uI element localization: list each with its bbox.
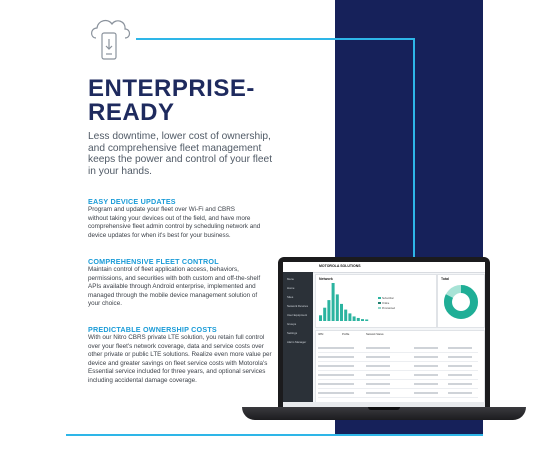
intro-line: and comprehensive fleet management [88,142,262,154]
section-title-easy-device-updates: EASY DEVICE UPDATES [88,197,176,206]
sidebar-item[interactable]: Home [287,286,295,290]
table-cell [366,347,390,349]
table-cell [414,347,438,349]
network-bar-chart [319,283,371,323]
table-cell [366,383,390,385]
body-line: managed through the mobile device management solution of [88,291,258,299]
intro-line: Less downtime, lower cost of ownership, [88,131,271,142]
body-line: other private or public LTE solutions. Realize even more value per [88,351,272,359]
table-cell [448,347,472,349]
bar [323,308,326,321]
table-cell [448,356,472,358]
body-line: Maintain control of fleet application access, behaviors, [88,266,239,273]
network-card-title: Network [319,277,333,281]
table-cell [448,365,472,367]
table-cell [448,392,472,394]
table-cell [318,392,354,394]
legend-item: Provisioned [378,307,395,310]
phone-download-icon [102,33,116,59]
body-line: your choice. [88,300,122,308]
intro-paragraph [88,131,288,177]
headline-line-2: READY [88,99,175,126]
laptop-lid [278,257,490,409]
sidebar-item[interactable]: User Equipment [287,313,308,317]
brand-logo: MOTOROLA SOLUTIONS [319,264,361,268]
bar [340,304,343,321]
sidebar-item[interactable]: Network Devices [287,304,308,308]
table-cell [414,383,438,385]
body-line: over your fleet's network coverage, data and service costs over [88,342,264,350]
bar [336,294,339,321]
intro-line: in your hands. [88,165,152,177]
table-cell [448,383,472,385]
table-cell [318,365,354,367]
total-card [437,274,485,328]
intro-line: keeps the power and control of your fleet [88,154,273,166]
table-cell [366,365,390,367]
laptop-notch [368,407,400,410]
headline [88,77,255,125]
dashboard-sidebar [283,272,313,408]
section-body-fleet-control [88,266,288,309]
device-table [315,330,485,406]
cloud-icon [88,12,132,62]
sidebar-item[interactable]: Menu [287,277,294,281]
total-card-title: Total [441,277,450,281]
table-cell [318,374,354,376]
bar [348,313,351,321]
table-row[interactable] [318,354,478,362]
body-line: APIs available through Android enterprise, implemented and [88,283,256,291]
table-cell [414,356,438,358]
bar [357,318,360,321]
table-cell [366,374,390,376]
table-cell [318,383,354,385]
network-card [315,274,437,328]
body-line: device and greater savings on fleet service costs with Motorola's [88,359,268,367]
bar [319,315,322,321]
bar [332,283,335,321]
bar [327,300,330,321]
legend-item: Online [378,302,389,305]
bar [353,316,356,321]
table-cell [414,392,438,394]
table-cell [318,356,354,358]
table-cell [318,347,354,349]
laptop-screen [283,262,485,408]
table-cell [366,392,390,394]
body-line: without taking your devices out of the field, and have more [88,214,251,222]
table-row[interactable] [318,363,478,371]
table-cell [414,365,438,367]
table-tabs [318,333,478,339]
laptop-mockup [278,257,490,427]
bar [365,319,368,321]
table-tab[interactable]: Network Status [366,333,384,336]
table-cell [414,374,438,376]
sidebar-item[interactable]: Groups [287,322,297,326]
body-line: including accidental damage coverage. [88,376,197,384]
section-title-fleet-control: COMPREHENSIVE FLEET CONTROL [88,257,219,266]
table-tab[interactable]: IMSI [318,333,324,336]
section-body-easy-device-updates [88,206,288,240]
table-cell [366,356,390,358]
total-donut-chart [443,284,479,320]
table-row[interactable] [318,381,478,389]
sidebar-item[interactable]: Alarm Manager [287,340,307,344]
table-cell [448,374,472,376]
body-line: comprehensive fleet admin control by scheduling network and [88,223,261,231]
body-line: Program and update your fleet over Wi-Fi and CBRS [88,206,235,213]
accent-line-top [136,38,414,40]
legend-item: Subscriber [378,297,394,300]
table-row[interactable] [318,390,478,398]
dashboard-topbar [283,262,485,273]
table-tab[interactable]: Profile [342,333,350,336]
section-body-ownership-costs [88,334,278,386]
dashboard-main [315,274,483,404]
sidebar-item[interactable]: Settings [287,331,298,335]
section-title-ownership-costs: PREDICTABLE OWNERSHIP COSTS [88,325,217,334]
bar [344,310,347,321]
accent-line-vertical [413,38,415,258]
table-row[interactable] [318,345,478,353]
body-line: permissions, and securities with both custom and off-the-shelf [88,274,261,282]
table-row[interactable] [318,372,478,380]
sidebar-item[interactable]: Sites [287,295,294,299]
body-line: Essential service included for three years, and optional services [88,368,266,376]
body-line: With our Nitro CBRS private LTE solution, you retain full control [88,334,265,341]
bar [361,319,364,321]
headline-line-1: ENTERPRISE- [88,75,255,102]
body-line: device updates for when it's best for your business. [88,231,231,239]
accent-line-bottom [66,434,483,436]
